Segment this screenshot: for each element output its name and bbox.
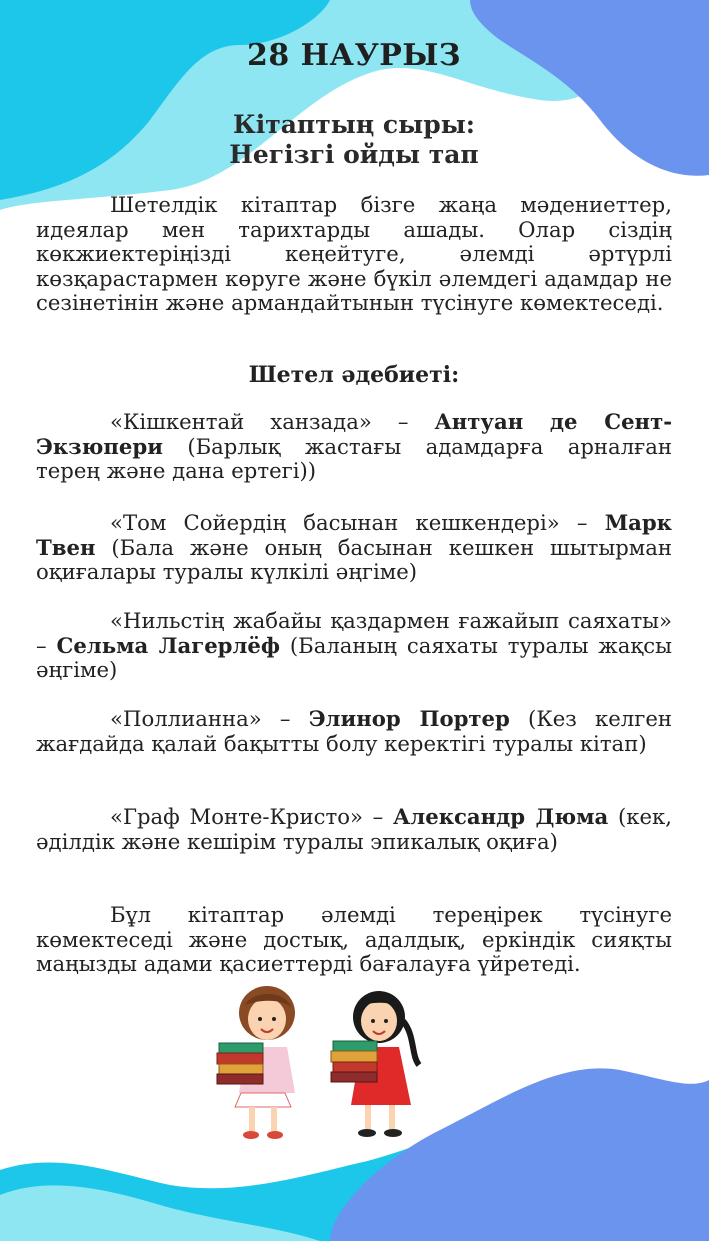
book-entry bbox=[36, 511, 672, 585]
subtitle-line-1: Кітаптың сыры: bbox=[232, 110, 475, 139]
page-date-title: 28 НАУРЫЗ bbox=[246, 38, 462, 73]
page-subtitle bbox=[36, 110, 672, 170]
book-description: (Кез келген жағдайда қалай бақытты болу керектігі туралы кітап) bbox=[36, 706, 672, 756]
book-author: Марк Твен bbox=[36, 510, 672, 560]
book-title: «Поллианна» – bbox=[110, 706, 309, 731]
book-title: «Том Сойердің басынан кешкендері» – bbox=[110, 510, 605, 535]
intro-paragraph: Шетелдік кітаптар бізге жаңа мәдениеттер, идеялар мен тарихтарды ашады. Олар сіздің көкжиектеріңізді кеңейтуге, әлемді әртүрлі көзқарастармен көруге және бүкіл әлемдегі адамдар не сезінетінін және армандайтынын түсінуге көмектеседі. bbox=[36, 192, 672, 315]
book-author: Александр Дюма bbox=[393, 804, 609, 829]
book-title: «Граф Монте-Кристо» – bbox=[110, 804, 394, 829]
subtitle-line-2: Негізгі ойды тап bbox=[229, 140, 479, 169]
book-author: Сельма Лагерлёф bbox=[56, 632, 281, 658]
outro-paragraph: Бұл кітаптар әлемді тереңірек түсінуге көмектеседі және достық, адалдық, еркіндік сияқты маңызды адами қасиеттерді бағалауға үйретеді. bbox=[36, 902, 672, 976]
book-entry bbox=[36, 410, 672, 484]
book-title: «Кішкентай ханзада» – bbox=[110, 409, 435, 434]
book-description: (Барлық жастағы адамдарға арналған терең және дана ертегі)) bbox=[36, 433, 672, 483]
section-title: Шетел әдебиеті: bbox=[248, 362, 460, 388]
book-author: Антуан де Сент-Экзюпери bbox=[36, 409, 672, 459]
left-girl-icon bbox=[217, 986, 295, 1139]
book-entry bbox=[36, 707, 672, 756]
book-description: (кек, әділдік және кешірім туралы эпикалық оқиға) bbox=[36, 804, 672, 854]
book-entry bbox=[36, 805, 672, 854]
book-description: (Баланың саяхаты туралы жақсы әңгіме) bbox=[36, 632, 672, 682]
book-entry bbox=[36, 609, 672, 683]
right-girl-icon bbox=[331, 991, 419, 1137]
book-description: (Бала және оның басынан кешкен шытырман оқиғалары туралы күлкілі әңгіме) bbox=[36, 534, 672, 584]
girls-with-books-illustration bbox=[205, 985, 435, 1145]
book-author: Элинор Портер bbox=[308, 706, 510, 731]
book-title: «Нильстің жабайы қаздармен ғажайып саяхаты» – bbox=[36, 608, 672, 658]
